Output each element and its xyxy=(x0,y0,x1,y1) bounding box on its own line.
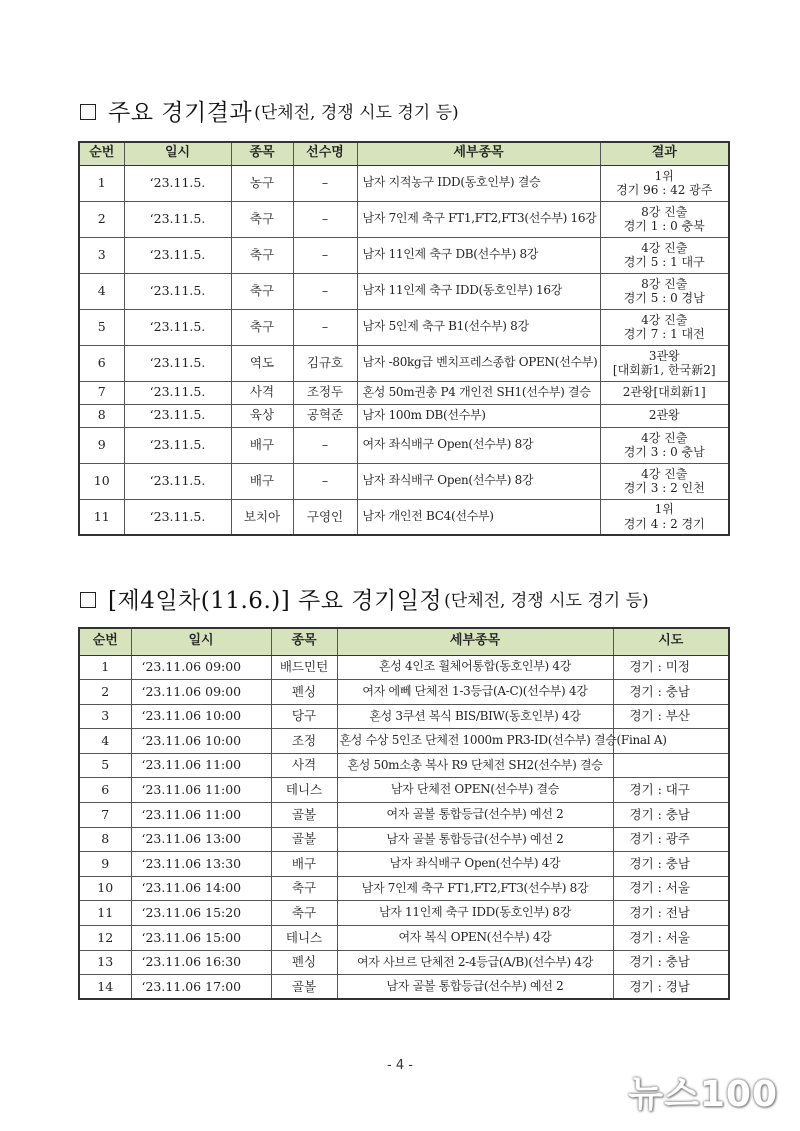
row-city: 경기 : 미정 xyxy=(613,655,729,680)
row-date: ‘23.11.5. xyxy=(124,499,231,535)
row-city: 경기 : 서울 xyxy=(613,926,729,951)
table-row xyxy=(79,753,729,778)
row-number: 9 xyxy=(79,852,131,877)
row-number: 11 xyxy=(79,499,124,535)
row-city xyxy=(613,753,729,778)
row-event: 남자 골볼 통합등급(선수부) 예선 2 xyxy=(337,975,613,1000)
row-event: 남자 11인제 축구 DB(선수부) 8강 xyxy=(357,237,600,273)
row-number: 5 xyxy=(79,309,124,345)
row-city: 경기 : 충남 xyxy=(613,680,729,705)
result-line: 2관왕[대회新1] xyxy=(622,385,706,400)
result-line: 경기 3 : 0 충남 xyxy=(623,445,705,459)
row-athlete: – xyxy=(293,165,357,201)
row-event: 여자 골볼 통합등급(선수부) 예선 2 xyxy=(337,803,613,828)
checkbox-square-icon xyxy=(80,104,96,120)
result-line: 4강 진출 xyxy=(641,312,688,327)
row-number: 1 xyxy=(79,165,124,201)
result-line: 경기 4 : 2 경기 xyxy=(623,516,705,531)
table-row xyxy=(79,950,729,975)
row-sport: 배구 xyxy=(271,852,337,877)
table-row xyxy=(79,201,729,237)
result-line: 4강 진출 xyxy=(641,430,688,445)
results-table xyxy=(78,141,730,536)
row-result xyxy=(600,273,729,309)
row-date: ‘23.11.5. xyxy=(124,427,231,463)
row-sport: 배구 xyxy=(231,463,293,499)
result-line: 경기 7 : 1 대전 xyxy=(623,327,705,341)
row-result xyxy=(600,309,729,345)
result-line: [대회新1, 한국新2] xyxy=(612,363,716,377)
section1-heading xyxy=(80,94,459,127)
row-number: 8 xyxy=(79,404,124,427)
result-line: 경기 1 : 0 충북 xyxy=(623,219,705,233)
table-row xyxy=(79,704,729,729)
row-number: 1 xyxy=(79,655,131,680)
row-city: 경기 : 경남 xyxy=(613,975,729,1000)
table-row xyxy=(79,499,729,535)
row-event: 혼성 50m소총 복사 R9 단체전 SH2(선수부) 결승 xyxy=(337,753,613,778)
row-date: ‘23.11.06 14:00 xyxy=(131,876,271,901)
section2-subtitle: (단체전, 경쟁 시도 경기 등) xyxy=(444,591,649,611)
row-event: 남자 -80kg급 벤치프레스종합 OPEN(선수부) xyxy=(357,345,600,381)
row-result xyxy=(600,381,729,404)
row-result xyxy=(600,237,729,273)
table-row xyxy=(79,926,729,951)
row-event: 남자 좌식배구 Open(선수부) 4강 xyxy=(337,852,613,877)
row-sport: 조정 xyxy=(271,729,337,754)
row-number: 13 xyxy=(79,950,131,975)
row-athlete: 김규호 xyxy=(293,345,357,381)
row-result xyxy=(600,165,729,201)
table-row xyxy=(79,655,729,680)
row-number: 6 xyxy=(79,345,124,381)
row-date: ‘23.11.06 17:00 xyxy=(131,975,271,1000)
row-date: ‘23.11.06 11:00 xyxy=(131,778,271,803)
row-sport: 펜싱 xyxy=(271,950,337,975)
table-row xyxy=(79,975,729,1000)
row-date: ‘23.11.5. xyxy=(124,345,231,381)
header-no: 순번 xyxy=(79,628,131,655)
result-line: 4강 진출 xyxy=(641,466,688,481)
row-sport: 축구 xyxy=(231,273,293,309)
section1-title: 주요 경기결과 xyxy=(108,100,253,126)
row-date: ‘23.11.5. xyxy=(124,463,231,499)
row-event: 남자 골볼 통합등급(선수부) 예선 2 xyxy=(337,827,613,852)
schedule-table-header xyxy=(79,628,729,655)
row-date: ‘23.11.06 10:00 xyxy=(131,729,271,754)
row-number: 10 xyxy=(79,876,131,901)
row-result xyxy=(600,404,729,427)
table-row xyxy=(79,729,729,754)
row-athlete: – xyxy=(293,463,357,499)
row-sport: 보치아 xyxy=(231,499,293,535)
header-date: 일시 xyxy=(124,142,231,165)
row-event: 혼성 3쿠션 복식 BIS/BIW(동호인부) 4강 xyxy=(337,704,613,729)
row-event: 남자 11인제 축구 IDD(동호인부) 16강 xyxy=(357,273,600,309)
page-number: - 4 - xyxy=(387,1058,413,1073)
row-sport: 육상 xyxy=(231,404,293,427)
row-city: 경기 : 대구 xyxy=(613,778,729,803)
header-sport: 종목 xyxy=(231,142,293,165)
row-number: 3 xyxy=(79,237,124,273)
section2-title: [제4일차(11.6.)] 주요 경기일정 xyxy=(108,588,443,614)
row-number: 14 xyxy=(79,975,131,1000)
table-row xyxy=(79,680,729,705)
row-sport: 테니스 xyxy=(271,778,337,803)
row-event: 남자 7인제 축구 FT1,FT2,FT3(선수부) 8강 xyxy=(337,876,613,901)
row-event: 혼성 50m권총 P4 개인전 SH1(선수부) 결승 xyxy=(357,381,600,404)
table-row xyxy=(79,165,729,201)
table-row xyxy=(79,876,729,901)
header-sport: 종목 xyxy=(271,628,337,655)
row-event: 여자 에뻬 단체전 1-3등급(A-C)(선수부) 4강 xyxy=(337,680,613,705)
row-number: 7 xyxy=(79,803,131,828)
row-number: 6 xyxy=(79,778,131,803)
row-date: ‘23.11.06 15:20 xyxy=(131,901,271,926)
row-event: 혼성 수상 5인조 단체전 1000m PR3-ID(선수부) 결승(Final A) xyxy=(337,729,613,754)
table-row xyxy=(79,345,729,381)
schedule-table xyxy=(78,627,730,1000)
row-date: ‘23.11.5. xyxy=(124,201,231,237)
row-number: 5 xyxy=(79,753,131,778)
header-city: 시도 xyxy=(613,628,729,655)
row-athlete: 공혁준 xyxy=(293,404,357,427)
row-city: 경기 : 충남 xyxy=(613,803,729,828)
row-sport: 축구 xyxy=(271,876,337,901)
row-date: ‘23.11.06 15:00 xyxy=(131,926,271,951)
row-event: 여자 복식 OPEN(선수부) 4강 xyxy=(337,926,613,951)
table-row xyxy=(79,827,729,852)
row-date: ‘23.11.06 11:00 xyxy=(131,803,271,828)
row-athlete: 구영인 xyxy=(293,499,357,535)
header-event: 세부종목 xyxy=(357,142,600,165)
row-city: 경기 : 부산 xyxy=(613,704,729,729)
row-athlete: – xyxy=(293,427,357,463)
row-number: 8 xyxy=(79,827,131,852)
result-line: 1위 xyxy=(654,168,674,183)
row-athlete: – xyxy=(293,309,357,345)
checkbox-square-icon xyxy=(80,592,96,608)
result-line: 경기 96 : 42 광주 xyxy=(616,183,713,197)
row-number: 9 xyxy=(79,427,124,463)
table-row xyxy=(79,404,729,427)
row-sport: 당구 xyxy=(271,704,337,729)
row-result xyxy=(600,201,729,237)
row-event: 남자 100m DB(선수부) xyxy=(357,404,600,427)
row-number: 4 xyxy=(79,273,124,309)
results-table-header xyxy=(79,142,729,165)
result-line: 2관왕 xyxy=(648,408,680,423)
row-date: ‘23.11.5. xyxy=(124,237,231,273)
row-sport: 펜싱 xyxy=(271,680,337,705)
row-date: ‘23.11.06 09:00 xyxy=(131,655,271,680)
watermark-logo: 뉴스100 xyxy=(628,1074,778,1115)
row-event: 여자 좌식배구 Open(선수부) 8강 xyxy=(357,427,600,463)
row-number: 4 xyxy=(79,729,131,754)
row-number: 7 xyxy=(79,381,124,404)
row-sport: 배구 xyxy=(231,427,293,463)
table-row xyxy=(79,901,729,926)
row-number: 2 xyxy=(79,680,131,705)
table-row xyxy=(79,778,729,803)
row-sport: 축구 xyxy=(231,309,293,345)
row-date: ‘23.11.06 11:00 xyxy=(131,753,271,778)
row-athlete: – xyxy=(293,273,357,309)
row-event: 남자 개인전 BC4(선수부) xyxy=(357,499,600,535)
row-date: ‘23.11.5. xyxy=(124,273,231,309)
result-line: 경기 5 : 1 대구 xyxy=(623,255,705,269)
table-row xyxy=(79,273,729,309)
table-row xyxy=(79,463,729,499)
header-date: 일시 xyxy=(131,628,271,655)
section1-subtitle: (단체전, 경쟁 시도 경기 등) xyxy=(254,103,459,123)
table-row xyxy=(79,427,729,463)
row-result xyxy=(600,499,729,535)
row-sport: 배드민턴 xyxy=(271,655,337,680)
row-sport: 농구 xyxy=(231,165,293,201)
row-event: 남자 좌식배구 Open(선수부) 8강 xyxy=(357,463,600,499)
row-city: 경기 : 전남 xyxy=(613,901,729,926)
row-date: ‘23.11.5. xyxy=(124,381,231,404)
result-line: 4강 진출 xyxy=(641,240,688,255)
result-line: 경기 5 : 0 경남 xyxy=(623,291,705,305)
row-event: 남자 11인제 축구 IDD(동호인부) 8강 xyxy=(337,901,613,926)
row-athlete: 조정두 xyxy=(293,381,357,404)
row-number: 10 xyxy=(79,463,124,499)
row-number: 11 xyxy=(79,901,131,926)
header-event: 세부종목 xyxy=(337,628,613,655)
table-row xyxy=(79,237,729,273)
header-athlete: 선수명 xyxy=(293,142,357,165)
result-line: 경기 3 : 2 인천 xyxy=(623,481,705,495)
row-event: 남자 단체전 OPEN(선수부) 결승 xyxy=(337,778,613,803)
row-event: 혼성 4인조 휠체어통합(동호인부) 4강 xyxy=(337,655,613,680)
row-number: 3 xyxy=(79,704,131,729)
row-result xyxy=(600,345,729,381)
row-sport: 골볼 xyxy=(271,827,337,852)
row-date: ‘23.11.06 10:00 xyxy=(131,704,271,729)
row-sport: 축구 xyxy=(231,237,293,273)
result-line: 1위 xyxy=(654,502,674,517)
table-row xyxy=(79,803,729,828)
result-line: 3관왕 xyxy=(648,348,680,363)
row-date: ‘23.11.06 16:30 xyxy=(131,950,271,975)
row-sport: 사격 xyxy=(231,381,293,404)
row-date: ‘23.11.06 13:00 xyxy=(131,827,271,852)
header-no: 순번 xyxy=(79,142,124,165)
row-event: 남자 지적농구 IDD(동호인부) 결승 xyxy=(357,165,600,201)
table-row xyxy=(79,309,729,345)
row-date: ‘23.11.5. xyxy=(124,165,231,201)
row-number: 2 xyxy=(79,201,124,237)
row-event: 남자 7인제 축구 FT1,FT2,FT3(선수부) 16강 xyxy=(357,201,600,237)
result-line: 8강 진출 xyxy=(641,276,688,291)
row-date: ‘23.11.06 13:30 xyxy=(131,852,271,877)
row-sport: 테니스 xyxy=(271,926,337,951)
row-date: ‘23.11.06 09:00 xyxy=(131,680,271,705)
row-sport: 축구 xyxy=(231,201,293,237)
row-sport: 골볼 xyxy=(271,803,337,828)
row-result xyxy=(600,463,729,499)
row-city: 경기 : 서울 xyxy=(613,876,729,901)
row-sport: 골볼 xyxy=(271,975,337,1000)
result-line: 8강 진출 xyxy=(641,204,688,219)
row-date: ‘23.11.5. xyxy=(124,404,231,427)
header-result: 결과 xyxy=(600,142,729,165)
row-athlete: – xyxy=(293,201,357,237)
row-sport: 사격 xyxy=(271,753,337,778)
row-city: 경기 : 충남 xyxy=(613,950,729,975)
row-sport: 축구 xyxy=(271,901,337,926)
table-row xyxy=(79,381,729,404)
row-city: 경기 : 광주 xyxy=(613,827,729,852)
row-event: 여자 사브르 단체전 2-4등급(A/B)(선수부) 4강 xyxy=(337,950,613,975)
table-row xyxy=(79,852,729,877)
section2-heading xyxy=(80,582,649,615)
row-result xyxy=(600,427,729,463)
row-athlete: – xyxy=(293,237,357,273)
row-event: 남자 5인제 축구 B1(선수부) 8강 xyxy=(357,309,600,345)
row-date: ‘23.11.5. xyxy=(124,309,231,345)
row-city: 경기 : 충남 xyxy=(613,852,729,877)
row-number: 12 xyxy=(79,926,131,951)
row-sport: 역도 xyxy=(231,345,293,381)
